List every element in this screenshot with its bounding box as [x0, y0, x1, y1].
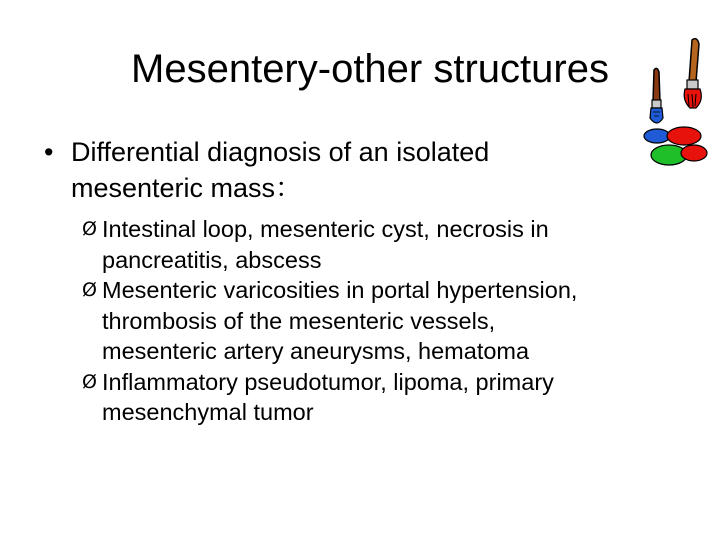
sub-item-line: mesenchymal tumor	[102, 399, 314, 425]
paintbrushes-palette-icon	[636, 36, 716, 186]
main-bullet	[44, 134, 604, 206]
sub-item-line: Mesenteric varicosities in portal hypertension,	[102, 277, 578, 303]
slide-title: Mesentery-other structures	[131, 47, 609, 91]
sub-bullet-item	[82, 367, 702, 428]
sub-item-line: Intestinal loop, mesenteric cyst, necrosis in	[102, 216, 549, 242]
sub-item-line: thrombosis of the mesenteric vessels,	[102, 307, 496, 334]
arrow-bullet-icon: Ø	[82, 218, 97, 240]
sub-bullet-item	[82, 214, 702, 275]
bullet-text-line-2: mesenteric mass：	[71, 173, 303, 203]
sub-item-line: mesenteric artery aneurysms, hematoma	[102, 338, 530, 364]
sub-bullet-list	[82, 214, 702, 428]
sub-bullet-item	[82, 275, 702, 367]
arrow-bullet-icon: Ø	[82, 279, 97, 301]
arrow-bullet-icon: Ø	[82, 370, 97, 393]
sub-item-line: Inflammatory pseudotumor, lipoma, primary	[102, 368, 554, 395]
sub-item-line: pancreatitis, abscess	[102, 246, 322, 273]
bullet-marker: •	[44, 137, 54, 167]
bullet-text-line-1: Differential diagnosis of an isolated	[71, 137, 490, 167]
